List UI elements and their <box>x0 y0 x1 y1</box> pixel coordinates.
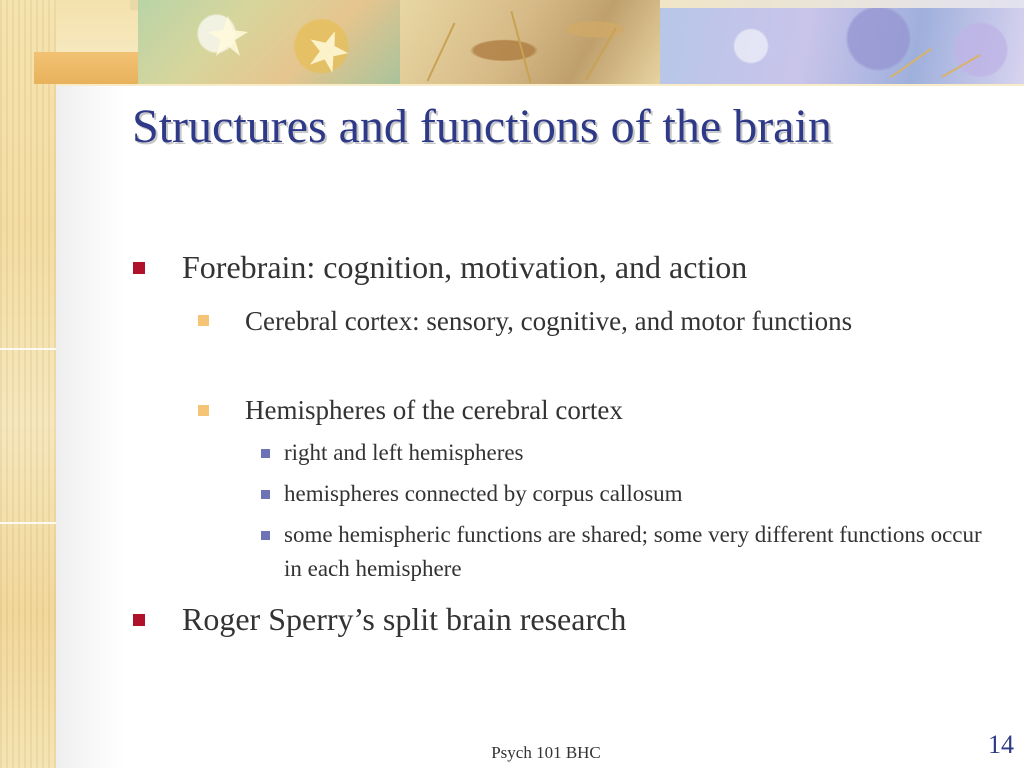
grass-stem <box>585 28 617 81</box>
strip-fade <box>56 0 126 768</box>
banner-gold-bar <box>34 52 138 84</box>
slide-footer: Psych 101 BHC <box>491 743 601 762</box>
banner-tile-blue <box>660 8 1024 84</box>
bullet-text: some hemispheric functions are shared; some very different functions occur in each hemisphere <box>284 522 982 581</box>
bullet-marker <box>261 490 270 499</box>
leaf-shape <box>302 24 353 75</box>
bullet-marker <box>261 531 270 540</box>
grass-stem <box>941 54 980 78</box>
bullet-marker <box>261 449 270 458</box>
banner-tile-autumn <box>400 0 660 84</box>
banner-tile-floral <box>138 0 400 84</box>
bullet-marker <box>198 315 209 326</box>
leaf-shape <box>208 16 248 56</box>
bullet-text: Roger Sperry’s split brain research <box>182 601 627 637</box>
grass-stem <box>890 48 932 78</box>
slide-number: 14 <box>988 730 1014 759</box>
bullet-marker <box>198 405 209 416</box>
bullet-text: hemispheres connected by corpus callosum <box>284 481 683 506</box>
bullet-marker <box>133 262 145 274</box>
strip-seam <box>0 348 56 350</box>
grass-stem <box>427 23 456 82</box>
bullet-text: Cerebral cortex: sensory, cognitive, and motor functions <box>245 306 853 336</box>
bullet-text: Hemispheres of the cerebral cortex <box>245 395 623 425</box>
bullet-text: Forebrain: cognition, motivation, and action <box>182 249 748 285</box>
bullet-text: right and left hemispheres <box>284 440 524 465</box>
parchment-left-strip <box>0 0 56 768</box>
slide-title: Structures and functions of the brain <box>132 100 832 153</box>
bullet-marker <box>133 614 145 626</box>
grass-stem <box>510 11 531 83</box>
strip-seam <box>0 522 56 524</box>
